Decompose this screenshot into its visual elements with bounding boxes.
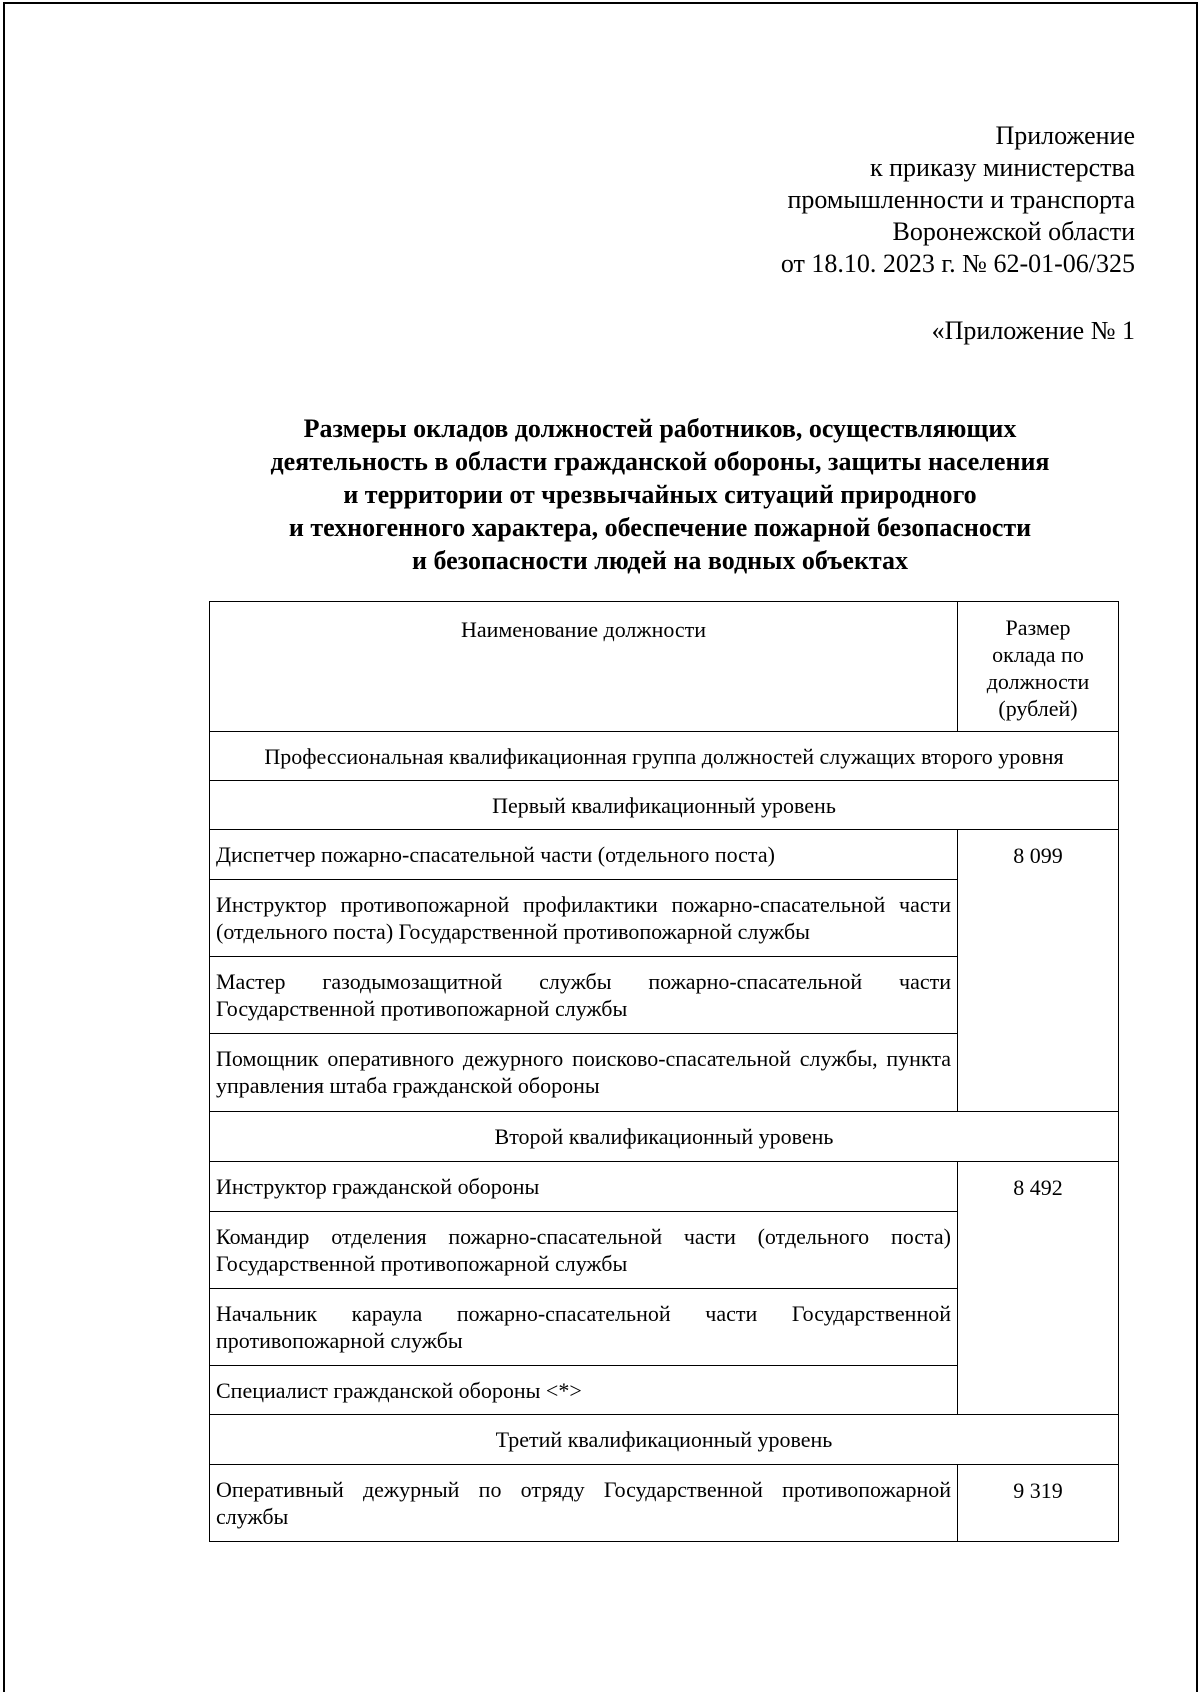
- annex-reference: «Приложение № 1: [931, 316, 1135, 345]
- header-order-line: от 18.10. 2023 г. № 62-01-06/325: [780, 249, 1135, 278]
- position-name: Инструктор гражданской обороны: [210, 1162, 958, 1212]
- position-name: Оперативный дежурный по отряду Государственной противопожарной службы: [210, 1465, 958, 1542]
- header-line: к приказу министерства: [870, 153, 1135, 182]
- position-name: Мастер газодымозащитной службы пожарно-спасательной части Государственной противопожарной службы: [210, 957, 958, 1034]
- table-row: [210, 1465, 1119, 1542]
- document-title: [230, 412, 1090, 577]
- column-header-salary-line: оклада по: [992, 642, 1084, 667]
- title-line: Размеры окладов должностей работников, осуществляющих: [303, 414, 1017, 443]
- position-name: Начальник караула пожарно-спасательной части Государственной противопожарной службы: [210, 1289, 958, 1366]
- approval-header: [781, 120, 1135, 280]
- title-line: и безопасности людей на водных объектах: [411, 546, 909, 575]
- level-title: Первый квалификационный уровень: [210, 781, 1119, 830]
- position-name: Помощник оперативного дежурного поисково-спасательной службы, пункта управления штаба гражданской обороны: [210, 1034, 958, 1112]
- column-header-salary-line: (рублей): [998, 696, 1078, 721]
- title-line: деятельность в области гражданской обороны, защиты населения: [270, 447, 1050, 476]
- level-row: [210, 1112, 1119, 1162]
- column-header-salary: [958, 602, 1119, 732]
- position-name: Диспетчер пожарно-спасательной части (отдельного поста): [210, 830, 958, 880]
- level-title: Второй квалификационный уровень: [210, 1112, 1119, 1162]
- header-line: промышленности и транспорта: [787, 185, 1135, 214]
- column-header-salary-line: Размер: [1005, 615, 1071, 640]
- salary-value: 8 099: [958, 830, 1119, 1112]
- table-header-row: [210, 602, 1119, 732]
- title-line: и территории от чрезвычайных ситуаций природного: [343, 480, 977, 509]
- header-line: Воронежской области: [892, 217, 1135, 246]
- group-row: [210, 732, 1119, 781]
- table-row: [210, 1162, 1119, 1212]
- level-title: Третий квалификационный уровень: [210, 1415, 1119, 1465]
- title-line: и техногенного характера, обеспечение пожарной безопасности: [288, 513, 1032, 542]
- level-row: [210, 1415, 1119, 1465]
- position-name: Инструктор противопожарной профилактики пожарно-спасательной части (отдельного поста) Государственной противопожарной службы: [210, 880, 958, 957]
- qualification-group: Профессиональная квалификационная группа должностей служащих второго уровня: [210, 732, 1119, 781]
- salary-value: 9 319: [958, 1465, 1119, 1542]
- salary-table: [209, 601, 1119, 1542]
- header-line: Приложение: [995, 121, 1135, 150]
- salary-value: 8 492: [958, 1162, 1119, 1415]
- column-header-salary-line: должности: [986, 669, 1090, 694]
- position-name: Специалист гражданской обороны <*>: [210, 1366, 958, 1415]
- column-header-position: Наименование должности: [210, 602, 958, 732]
- table-row: [210, 830, 1119, 880]
- position-name: Командир отделения пожарно-спасательной части (отдельного поста) Государственной противопожарной службы: [210, 1212, 958, 1289]
- level-row: [210, 781, 1119, 830]
